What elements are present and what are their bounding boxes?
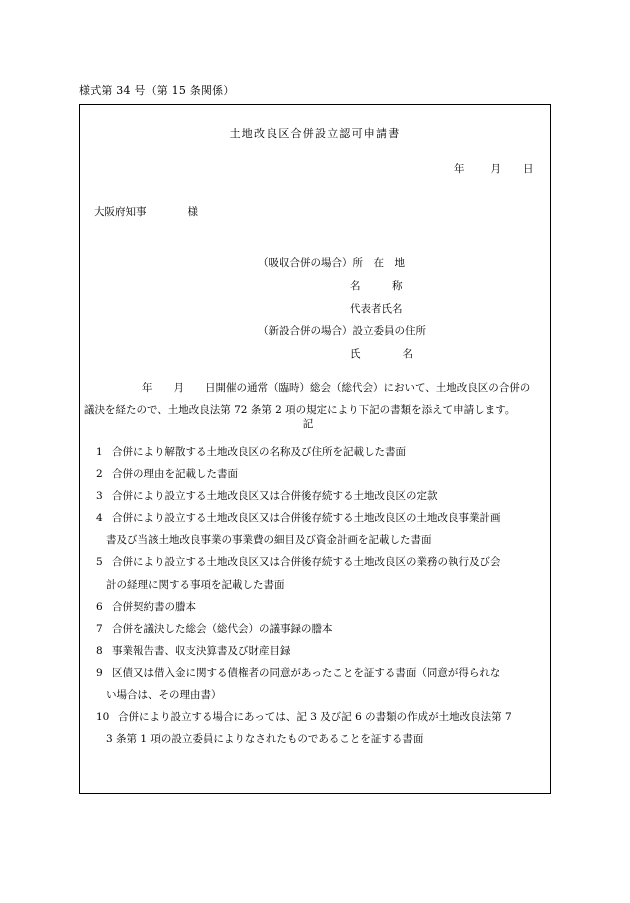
new-merger-label: （新設合併の場合）: [258, 325, 353, 337]
item-text: 合併により解散する土地改良区の名称及び住所を記載した書面: [112, 446, 406, 458]
list-item: [96, 706, 548, 750]
item-number: 4: [96, 512, 103, 525]
list-item: [96, 618, 548, 640]
absorb-merger-label: （吸収合併の場合）: [258, 257, 353, 269]
date-day: 日: [523, 163, 534, 175]
representative-label: 代表者氏名: [350, 303, 403, 315]
addressee: [94, 204, 198, 219]
list-item: [96, 463, 548, 485]
list-item: [96, 640, 548, 662]
item-text: 合併により設立する場合にあっては、記 3 及び記 6 の書類の作成が土地改良法第 7: [118, 711, 512, 724]
ki-heading: 記: [302, 418, 314, 430]
committee-address-label: 設立委員の住所: [352, 325, 426, 337]
body-paragraph: [84, 377, 546, 421]
body-line-2: 議決を経たので、土地改良法第 72 条第 2 項の規定により下記の書類を添えて申請します。: [84, 404, 516, 416]
item-number: 1: [96, 446, 103, 458]
list-item: [96, 551, 548, 595]
address-label: 所 在 地: [352, 257, 405, 269]
person-name-label: 氏 名: [350, 348, 413, 360]
item-continuation: 書及び当該土地改良事業の事業費の細目及び資金計画を記載した書面: [106, 534, 432, 547]
item-number: 8: [96, 644, 103, 657]
item-text: 区債又は借入金に関する債権者の同意があったことを証する書面（同意が得られな: [112, 666, 501, 679]
item-text: 合併により設立する土地改良区又は合併後存続する土地改良区の定款: [112, 490, 438, 503]
item-text: 合併により設立する土地改良区又は合併後存続する土地改良区の業務の執行及び会: [112, 556, 501, 569]
date-year: 年: [454, 163, 465, 175]
addressee-honorific: 様: [187, 206, 198, 218]
list-item: [96, 485, 548, 507]
list-item: [96, 441, 548, 463]
list-item: [96, 507, 548, 551]
applicant-absorb-row: [258, 255, 405, 270]
list-item: [96, 596, 548, 618]
item-number: 10: [96, 711, 110, 724]
attachment-list: [96, 441, 548, 750]
item-text: 合併により設立する土地改良区又は合併後存続する土地改良区の土地改良事業計画: [112, 512, 501, 525]
item-text: 合併契約書の謄本: [112, 600, 196, 613]
item-continuation: 3 条第 1 項の設立委員によりなされたものであることを証する書面: [106, 733, 424, 746]
item-number: 6: [96, 600, 103, 613]
application-form-frame: [79, 104, 551, 794]
item-number: 2: [96, 468, 103, 481]
item-number: 9: [96, 666, 103, 679]
item-continuation: い場合は、その理由書）: [106, 689, 222, 702]
document-title: 土地改良区合併設立認可申請書: [229, 127, 401, 140]
date-line: [454, 161, 534, 176]
applicant-new-row: [258, 323, 426, 338]
date-month: 月: [490, 163, 501, 175]
item-number: 5: [96, 556, 103, 569]
item-text: 事業報告書、収支決算書及び財産目録: [112, 644, 291, 657]
body-line-1: 年 月 日開催の通常（臨時）総会（総代会）において、土地改良区の合併の: [142, 382, 531, 394]
item-number: 7: [96, 622, 103, 635]
list-item: [96, 662, 548, 706]
item-number: 3: [96, 490, 103, 503]
form-number: 様式第 34 号（第 15 条関係）: [79, 84, 235, 97]
item-text: 合併を議決した総会（総代会）の議事録の謄本: [112, 622, 333, 635]
item-continuation: 計の経理に関する事項を記載した書面: [106, 578, 285, 591]
name-label: 名 称: [350, 280, 403, 292]
item-text: 合併の理由を記載した書面: [112, 468, 238, 481]
addressee-name: 大阪府知事: [94, 206, 147, 218]
